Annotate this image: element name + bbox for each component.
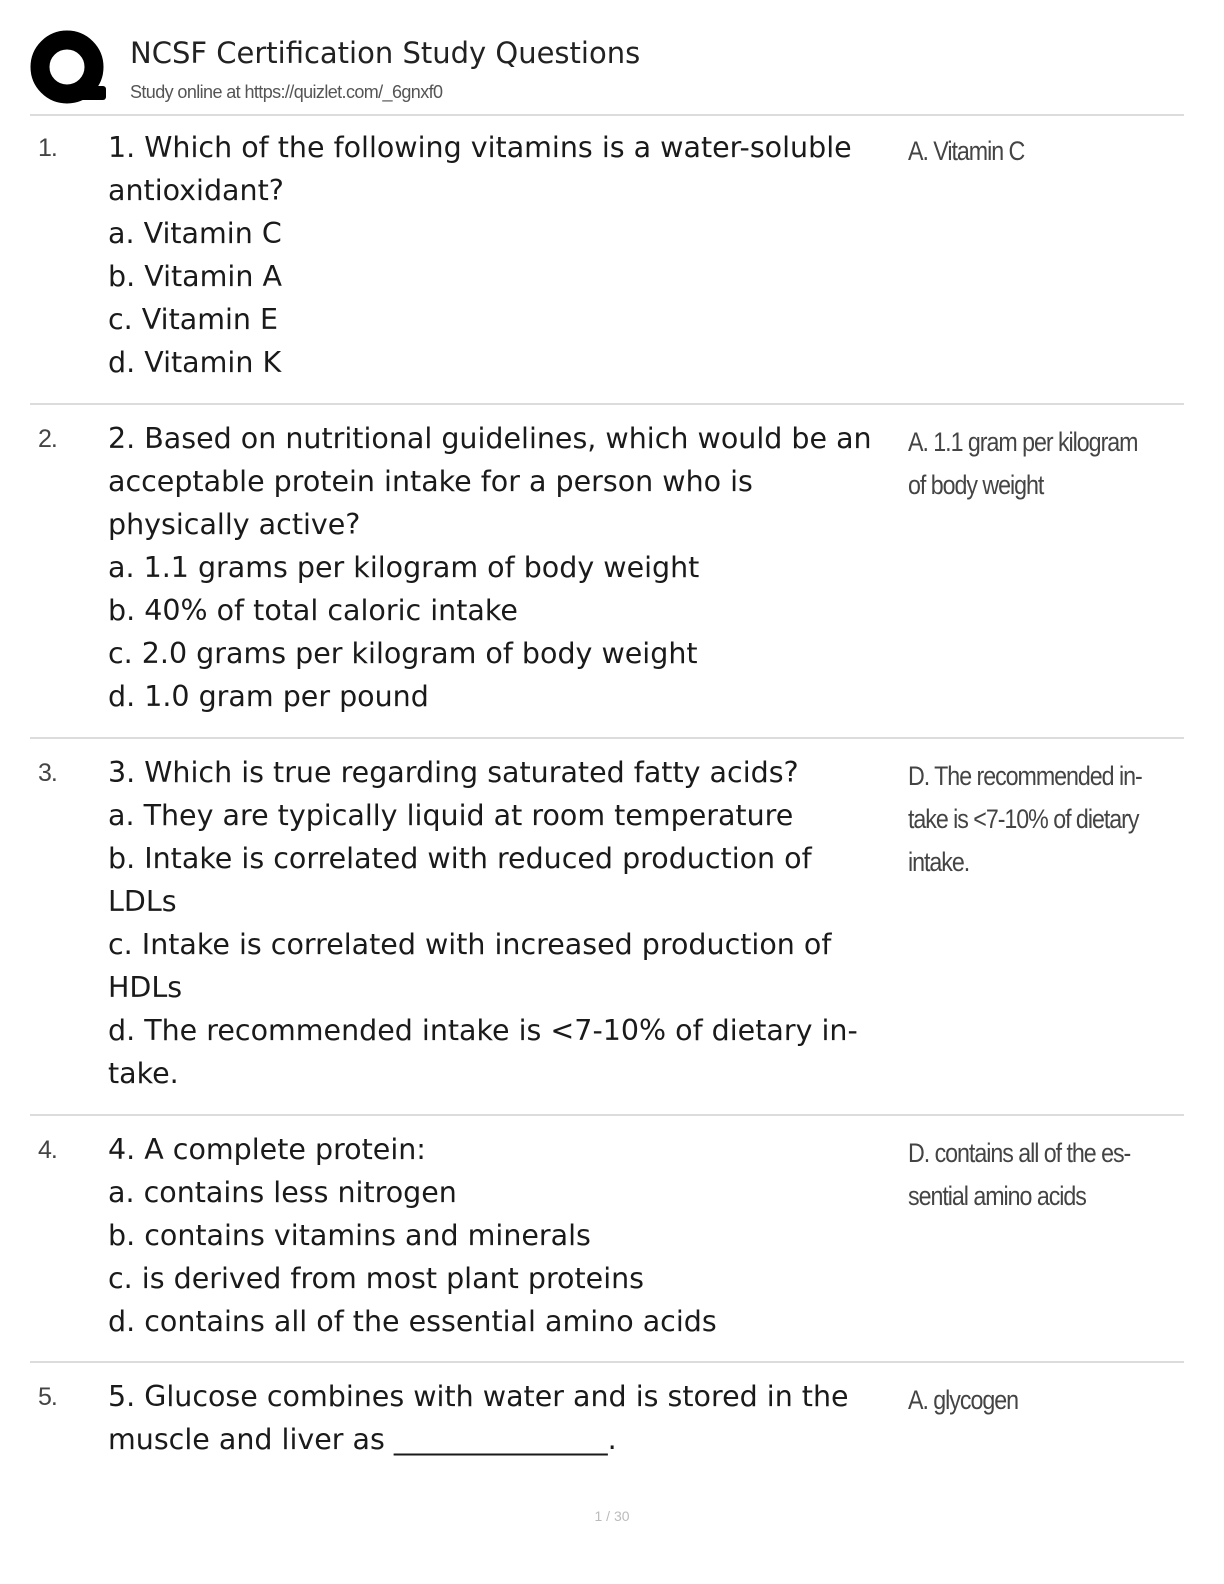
answer-line: A. glycogen [908, 1385, 1018, 1415]
question-line: b. Intake is correlated with reduced production of [108, 842, 812, 875]
question-line: a. contains less nitrogen [108, 1176, 457, 1209]
question-item-3 [30, 739, 1184, 1116]
question-item-5 [30, 1363, 1184, 1493]
answer-line: A. 1.1 gram per kilogram [908, 427, 1138, 457]
question-line: d. contains all of the essential amino acids [108, 1305, 717, 1338]
question-line: d. The recommended intake is <7-10% of dietary in- [108, 1014, 858, 1047]
answer-text [908, 755, 1140, 884]
question-line: c. is derived from most plant proteins [108, 1262, 645, 1295]
answer-line: A. Vitamin C [908, 136, 1025, 166]
answer-text [908, 421, 1140, 507]
answer-text [908, 130, 1140, 173]
answer-line: D. contains all of the es- [908, 1138, 1131, 1168]
question-number: 3. [38, 759, 57, 787]
question-line: 1. Which of the following vitamins is a water-soluble [108, 131, 852, 164]
answer-line: D. The recommended in- [908, 761, 1142, 791]
question-line: 3. Which is true regarding saturated fatty acids? [108, 756, 799, 789]
question-line: 2. Based on nutritional guidelines, which would be an [108, 422, 872, 455]
question-line: LDLs [108, 885, 177, 918]
question-line: c. Vitamin E [108, 303, 279, 336]
page-number: 1 / 30 [594, 1508, 630, 1524]
question-line: take. [108, 1057, 179, 1090]
study-online-link[interactable]: Study online at https://quizlet.com/_6gnxf0 [130, 82, 443, 102]
answer-line: sential amino acids [908, 1181, 1086, 1211]
question-list [30, 114, 1184, 1493]
question-number: 1. [38, 134, 57, 162]
question-line: b. Vitamin A [108, 260, 282, 293]
question-line: antioxidant? [108, 174, 284, 207]
answer-text [908, 1379, 1140, 1422]
question-line: 4. A complete protein: [108, 1133, 426, 1166]
question-line: HDLs [108, 971, 183, 1004]
question-line: d. 1.0 gram per pound [108, 680, 429, 713]
question-line: a. They are typically liquid at room temperature [108, 799, 794, 832]
answer-line: take is <7-10% of dietary [908, 804, 1139, 834]
question-line: muscle and liver as _______________. [108, 1423, 617, 1456]
question-number: 5. [38, 1383, 57, 1411]
question-line: d. Vitamin K [108, 346, 282, 379]
question-line: a. 1.1 grams per kilogram of body weight [108, 551, 700, 584]
question-line: c. 2.0 grams per kilogram of body weight [108, 637, 698, 670]
question-text [108, 417, 908, 718]
question-line: acceptable protein intake for a person who is [108, 465, 753, 498]
page-header [30, 28, 1184, 116]
question-text [108, 126, 908, 384]
question-item-1 [30, 114, 1184, 405]
question-item-2 [30, 405, 1184, 739]
question-line: b. 40% of total caloric intake [108, 594, 518, 627]
question-number: 2. [38, 425, 57, 453]
question-item-4 [30, 1116, 1184, 1363]
question-line: b. contains vitamins and minerals [108, 1219, 591, 1252]
answer-text [908, 1132, 1140, 1218]
question-text [108, 1375, 908, 1461]
answer-line: of body weight [908, 470, 1044, 500]
question-line: physically active? [108, 508, 361, 541]
question-line: 5. Glucose combines with water and is stored in the [108, 1380, 849, 1413]
question-line: a. Vitamin C [108, 217, 282, 250]
quizlet-logo-icon [30, 30, 108, 108]
question-text [108, 751, 908, 1095]
question-number: 4. [38, 1136, 57, 1164]
question-line: c. Intake is correlated with increased production of [108, 928, 832, 961]
page-title: NCSF Certification Study Questions [130, 36, 641, 70]
question-text [108, 1128, 908, 1343]
answer-line: intake. [908, 847, 970, 877]
